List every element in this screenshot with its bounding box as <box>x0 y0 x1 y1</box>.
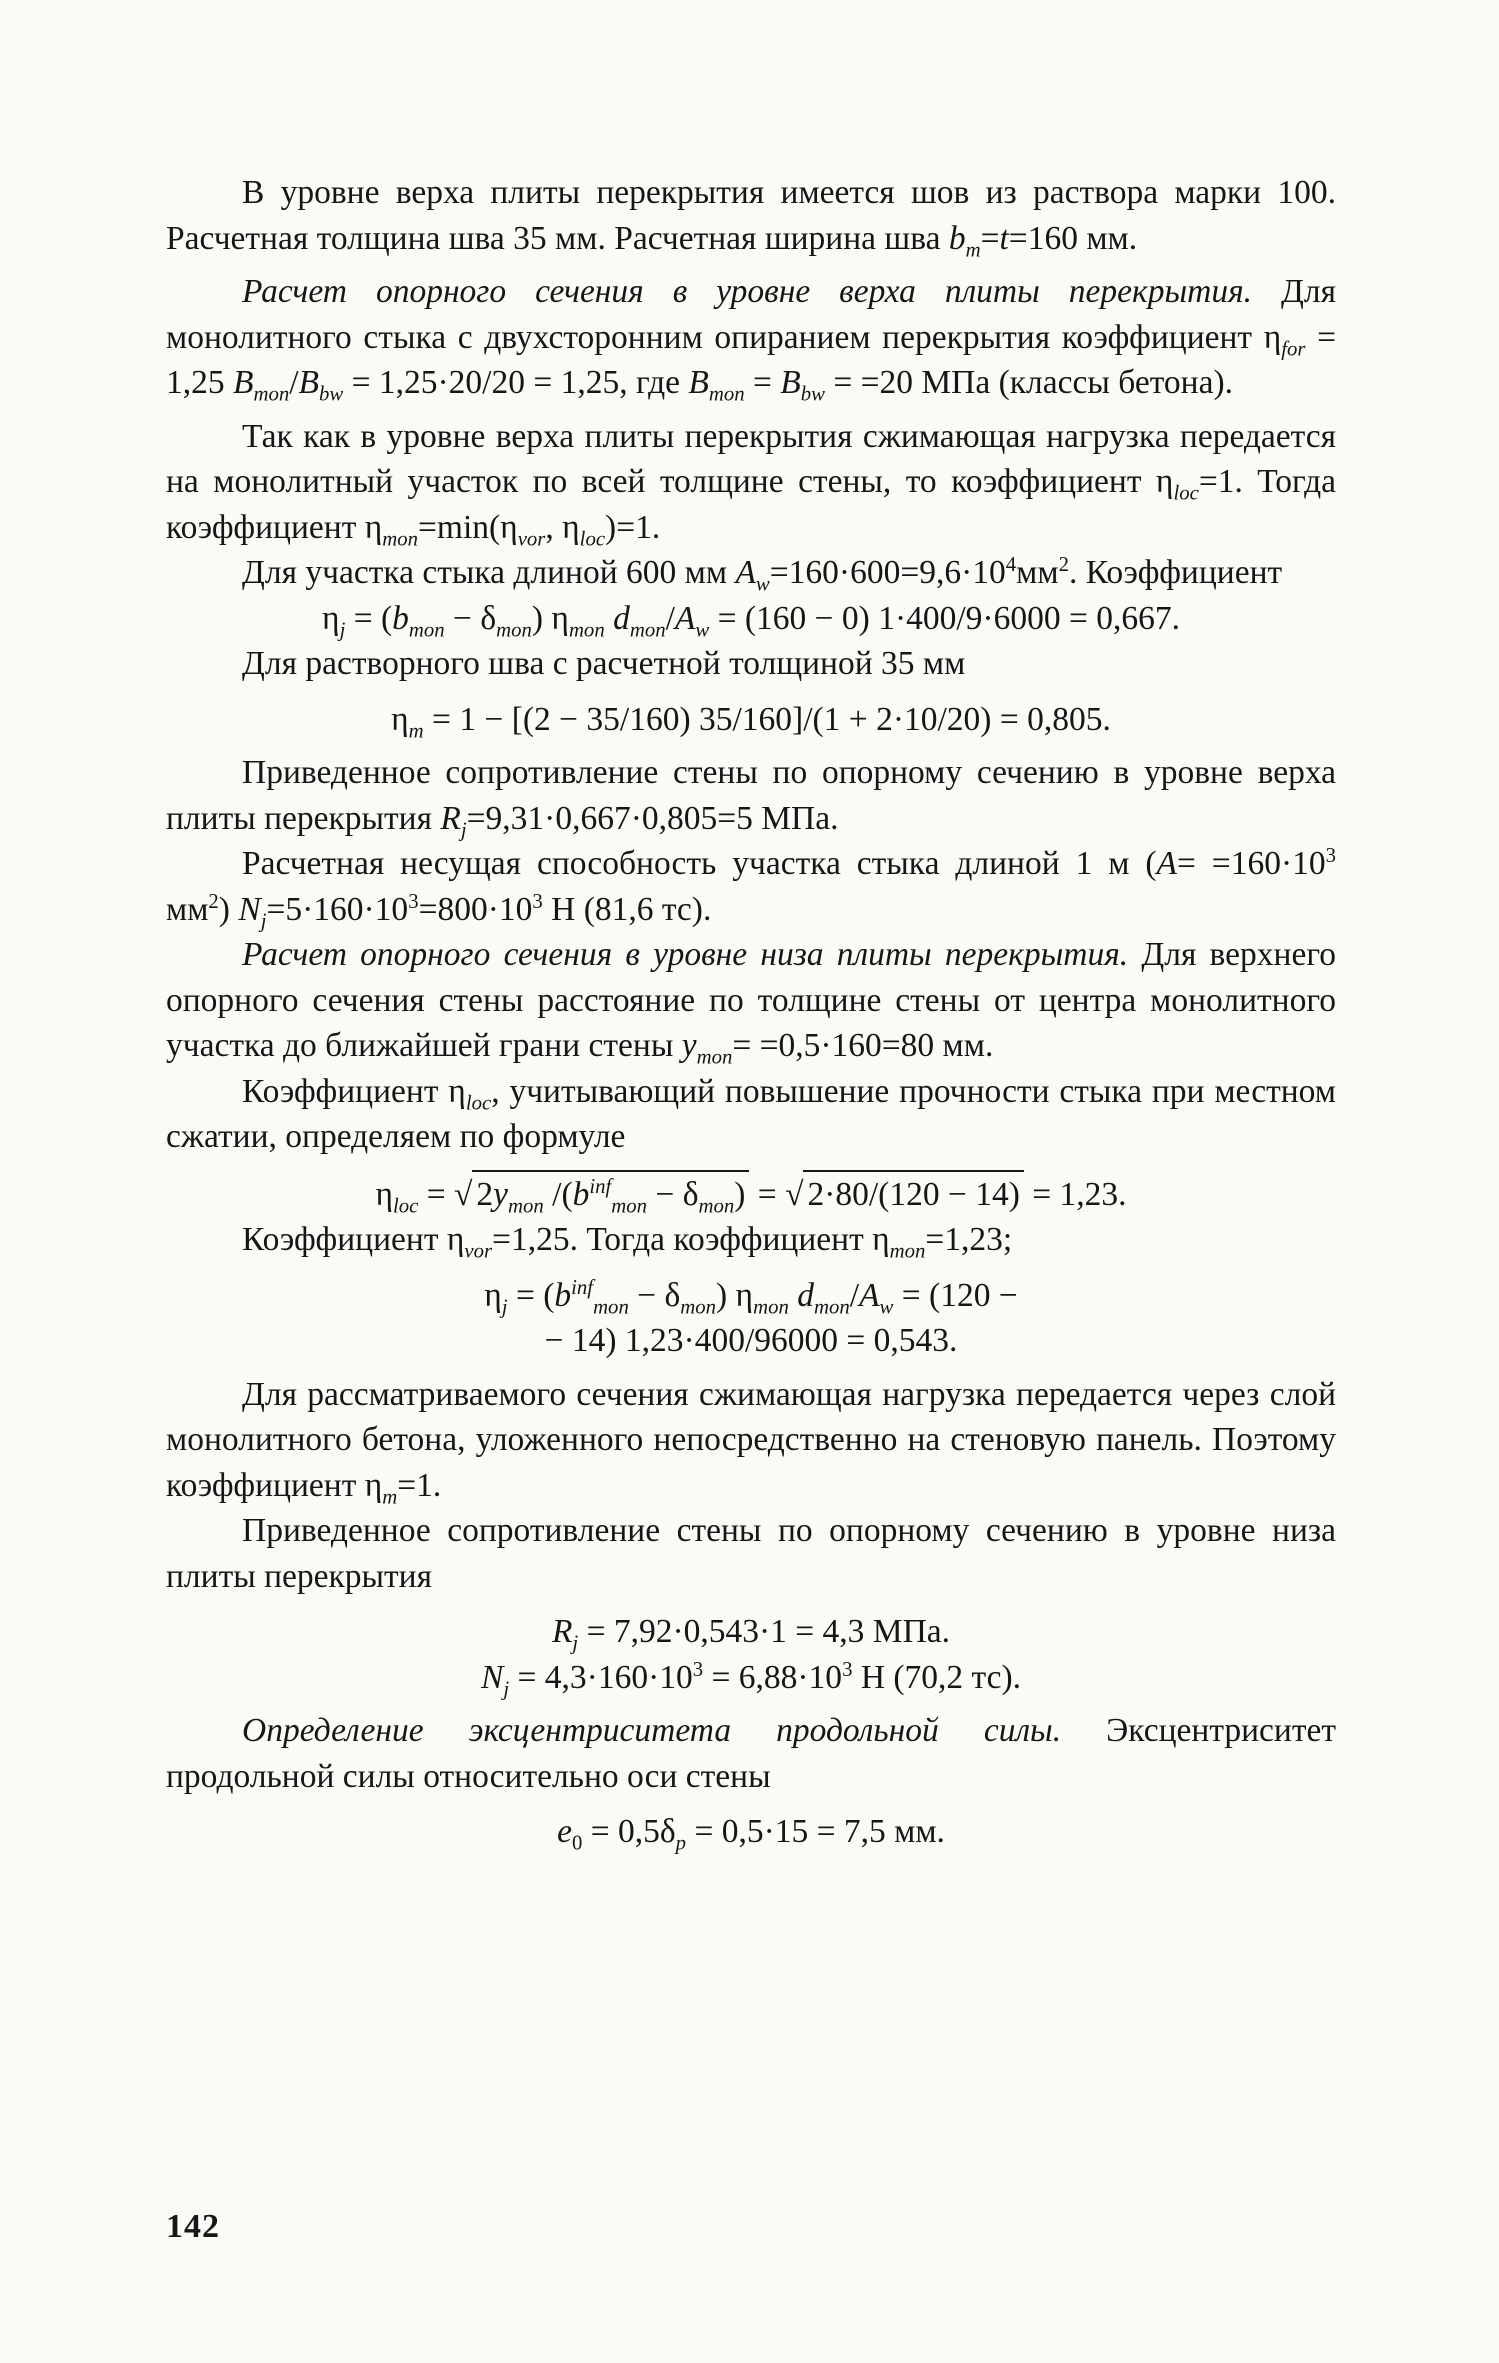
paragraph: Приведенное сопротивление стены по опорному сечению в уровне верха плиты перекрытия $R_j=9,31\cdot 0,667\cdot 0,805=5$ МПа. <box>166 754 1336 842</box>
formula: $N_j = 4,3\cdot 160\cdot 10^3 = 6,88\cdot 10^3$ Н (70,2 тс). <box>481 1657 1021 1701</box>
paragraph: Расчет опорного сечения в уровне верха плиты перекрытия. Для монолитного стыка с двухсторонним опиранием перекрытия коэффициент $\eta_{for} = 1,25$ $B_{mon}/B_{bw} = 1,25\cdot 20/20 = 1,25$, где $B_{mon} = B_{bw} = =20$ МПа (классы бетона). <box>166 273 1336 406</box>
formula: $\eta_j = (b_{mon} - \delta_{mon})$ $\eta_{mon}$ $d_{mon}/A_w = (160 - 0) 1\cdot 400/9\cdot 6000 = 0,667$. <box>322 599 1180 642</box>
paragraph: Определение эксцентриситета продольной силы. Эксцентриситет продольной силы относительно оси стены <box>166 1712 1336 1795</box>
formula: $e_0 = 0,5\delta_p = 0,5\cdot 15 = 7,5$ мм. <box>557 1813 945 1855</box>
formula: $\eta_{loc}$ = √ $2y_{mon}$ $/(b^{inf}_{mon} - \delta_{mon})$ = √ 2·80/(120 − 14) = 1,23. <box>166 1170 1336 1218</box>
paragraph: Для участка стыка длиной 600 мм $A_w=160\cdot 600=9,6\cdot 10^4мм^2$. Коэффициент <box>242 552 1283 596</box>
formula: $\eta_m = 1 - [(2 - 35/160) 35/160]/(1 + 2\cdot 10/20) = 0,805$. <box>391 700 1111 743</box>
paragraph: Приведенное сопротивление стены по опорному сечению в уровне низа плиты перекрытия <box>166 1512 1336 1595</box>
formula: − 14) 1,23·400/96000 = 0,543. <box>544 1322 958 1359</box>
page-body <box>166 170 1336 1855</box>
paragraph: Расчет опорного сечения в уровне низа плиты перекрытия. Для верхнего опорного сечения стены расстояние по толщине стены от центра монолитного участка до ближайшей грани стены $y_{mon}= =0,5\cdot 160=80$ мм. <box>166 936 1337 1069</box>
paragraph: Так как в уровне верха плиты перекрытия сжимающая нагрузка передается на монолитный участок по всей толщине стены, то коэффициент $\eta_{loc}=1$. Тогда коэффициент $\eta_{mon}=\min(\eta_{vor}$, $\eta_{loc})=1$. <box>166 417 1336 551</box>
paragraph: В уровне верха плиты перекрытия имеется шов из раствора марки 100. Расчетная толщина шва 35 мм. Расчетная ширина шва $b_m=t=160$ мм. <box>166 174 1336 262</box>
paragraph: Для рассматриваемого сечения сжимающая нагрузка передается через слой монолитного бетона, уложенного непосредственно на стеновую панель. Поэтому коэффициент $\eta_m=1$. <box>166 1375 1336 1509</box>
paragraph: Коэффициент $\eta_{loc}$, учитывающий повышение прочности стыка при местном сжатии, определяем по формуле <box>166 1072 1336 1155</box>
paragraph: Для растворного шва с расчетной толщиной 35 мм <box>242 645 966 682</box>
formula: $\eta_j = (b^{inf}_{mon} - \delta_{mon})$ $\eta_{mon}$ $d_{mon}/A_w = (120$ − <box>484 1275 1018 1319</box>
formula: $R_j = 7,92\cdot 0,543\cdot 1 = 4,3$ МПа. <box>551 1613 951 1655</box>
paragraph: Коэффициент $\eta_{vor}=1,25$. Тогда коэффициент $\eta_{mon}=1,23$; <box>242 1221 1013 1263</box>
page-number: 142 <box>166 2208 220 2245</box>
paragraph: Расчетная несущая способность участка стыка длиной 1 м ($A= =160\cdot 10^3$ $мм^2$) $N_j=5\cdot 160\cdot 10^3=800\cdot 10^3$ Н (81,6 тс). <box>166 843 1336 933</box>
